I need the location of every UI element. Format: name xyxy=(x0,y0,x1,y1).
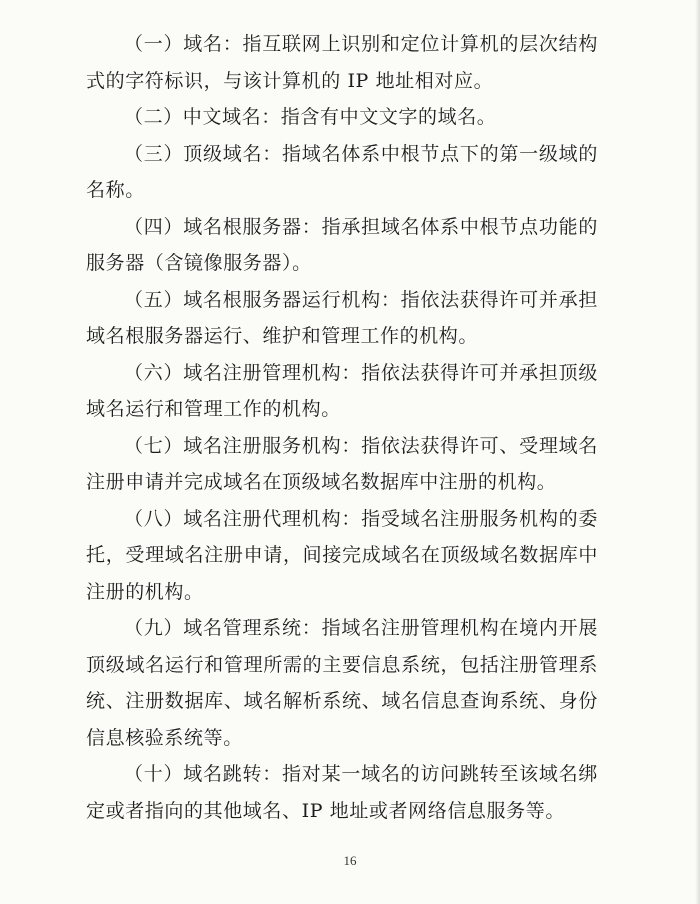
definition-paragraph: （十）域名跳转：指对某一域名的访问跳转至该域名绑定或者指向的其他域名、IP 地址或者网络信息服务等。 xyxy=(86,763,598,822)
page-edge-shadow xyxy=(695,0,700,904)
definition-paragraph: （三）顶级域名：指域名体系中根节点下的第一级域的名称。 xyxy=(86,142,598,201)
definition-paragraph: （六）域名注册管理机构：指依法获得许可并承担顶级域名运行和管理工作的机构。 xyxy=(86,361,598,420)
definition-paragraph: （一）域名：指互联网上识别和定位计算机的层次结构式的字符标识，与该计算机的 IP 地址相对应。 xyxy=(86,33,598,92)
definition-paragraph: （七）域名注册服务机构：指依法获得许可、受理域名注册申请并完成域名在顶级域名数据库中注册的机构。 xyxy=(86,434,598,493)
definition-paragraph: （四）域名根服务器：指承担域名体系中根节点功能的服务器（含镜像服务器）。 xyxy=(86,215,598,274)
definition-paragraph: （八）域名注册代理机构：指受域名注册服务机构的委托，受理域名注册申请，间接完成域名在顶级域名数据库中注册的机构。 xyxy=(86,507,598,603)
body-text xyxy=(86,26,598,829)
definition-paragraph: （五）域名根服务器运行机构：指依法获得许可并承担域名根服务器运行、维护和管理工作的机构。 xyxy=(86,288,598,347)
page-number: 16 xyxy=(343,853,357,868)
definition-paragraph: （二）中文域名：指含有中文文字的域名。 xyxy=(124,106,497,128)
definition-paragraph: （九）域名管理系统：指域名注册管理机构在境内开展顶级域名运行和管理所需的主要信息系统，包括注册管理系统、注册数据库、域名解析系统、域名信息查询系统、身份信息核验系统等。 xyxy=(86,617,598,749)
